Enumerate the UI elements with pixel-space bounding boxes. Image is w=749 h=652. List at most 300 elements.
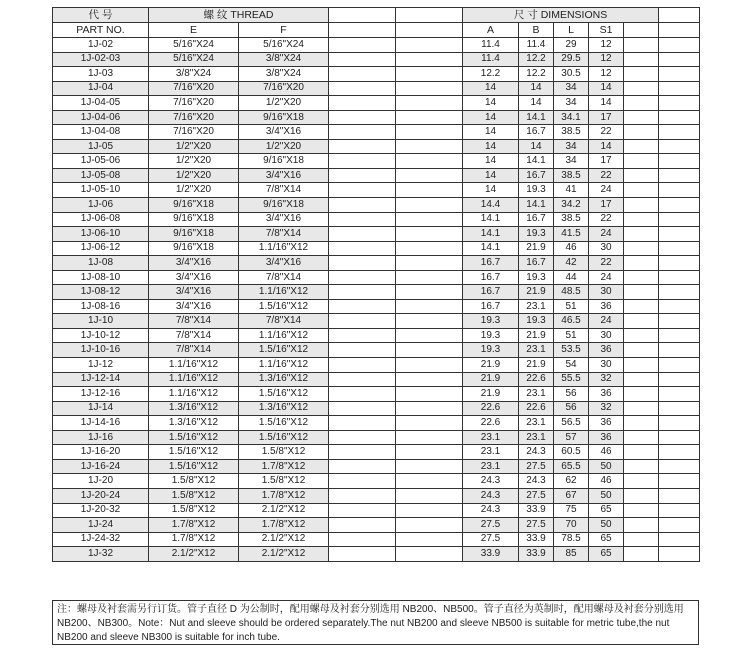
cell-f: 7/16"X20 — [239, 81, 329, 96]
cell-s1: 24 — [589, 270, 624, 285]
cell-l: 34.2 — [554, 198, 589, 213]
blank-cell — [396, 285, 463, 300]
blank-cell — [396, 168, 463, 183]
cell-s1: 17 — [589, 154, 624, 169]
cell-e: 1.5/8"X12 — [149, 503, 239, 518]
blank-cell — [329, 183, 396, 198]
table-row — [53, 547, 700, 562]
blank-cell — [624, 445, 659, 460]
cell-l: 41 — [554, 183, 589, 198]
cell-l: 75 — [554, 503, 589, 518]
cell-f: 1.5/8"X12 — [239, 445, 329, 460]
cell-f: 1.1/16"X12 — [239, 358, 329, 373]
blank-cell — [659, 96, 700, 111]
blank-cell — [624, 270, 659, 285]
blank-cell — [329, 212, 396, 227]
cell-s1: 17 — [589, 110, 624, 125]
table-row — [53, 38, 700, 53]
blank-cell — [396, 488, 463, 503]
blank-cell — [329, 503, 396, 518]
blank-header-cell — [396, 8, 463, 23]
blank-cell — [396, 459, 463, 474]
blank-cell — [659, 168, 700, 183]
cell-s1: 22 — [589, 256, 624, 271]
blank-cell — [659, 387, 700, 402]
cell-e: 7/16"X20 — [149, 125, 239, 140]
table-row — [53, 372, 700, 387]
blank-cell — [624, 256, 659, 271]
blank-cell — [329, 110, 396, 125]
blank-cell — [396, 314, 463, 329]
table-row — [53, 488, 700, 503]
blank-cell — [624, 299, 659, 314]
cell-l: 70 — [554, 518, 589, 533]
cell-l: 62 — [554, 474, 589, 489]
cell-l: 51 — [554, 299, 589, 314]
blank-cell — [329, 445, 396, 460]
cell-part: 1J-12-16 — [53, 387, 149, 402]
blank-cell — [659, 198, 700, 213]
cell-e: 7/16"X20 — [149, 81, 239, 96]
cell-f: 1.1/16"X12 — [239, 328, 329, 343]
cell-b: 23.1 — [519, 343, 554, 358]
cell-b: 14 — [519, 139, 554, 154]
blank-cell — [329, 459, 396, 474]
cell-l: 51 — [554, 328, 589, 343]
blank-cell — [329, 139, 396, 154]
blank-cell — [659, 314, 700, 329]
cell-f: 1.3/16"X12 — [239, 401, 329, 416]
cell-a: 16.7 — [463, 270, 519, 285]
blank-cell — [624, 518, 659, 533]
blank-cell — [329, 328, 396, 343]
cell-s1: 17 — [589, 198, 624, 213]
cell-f: 2.1/2"X12 — [239, 532, 329, 547]
cell-a: 19.3 — [463, 328, 519, 343]
cell-part: 1J-14-16 — [53, 416, 149, 431]
blank-cell — [329, 168, 396, 183]
cell-a: 14 — [463, 96, 519, 111]
cell-a: 21.9 — [463, 358, 519, 373]
blank-cell — [659, 358, 700, 373]
cell-s1: 65 — [589, 532, 624, 547]
cell-part: 1J-10-16 — [53, 343, 149, 358]
blank-cell — [659, 67, 700, 82]
blank-cell — [624, 416, 659, 431]
cell-s1: 36 — [589, 343, 624, 358]
blank-cell — [396, 198, 463, 213]
cell-l: 46.5 — [554, 314, 589, 329]
cell-l: 44 — [554, 270, 589, 285]
cell-l: 34 — [554, 139, 589, 154]
cell-e: 1/2"X20 — [149, 139, 239, 154]
cell-l: 65.5 — [554, 459, 589, 474]
blank-header-cell — [329, 23, 396, 38]
cell-part: 1J-12-14 — [53, 372, 149, 387]
blank-cell — [659, 299, 700, 314]
cell-a: 24.3 — [463, 503, 519, 518]
cell-s1: 14 — [589, 96, 624, 111]
cell-a: 16.7 — [463, 299, 519, 314]
blank-cell — [396, 270, 463, 285]
blank-cell — [659, 518, 700, 533]
cell-e: 1.5/16"X12 — [149, 459, 239, 474]
cell-b: 22.6 — [519, 372, 554, 387]
cell-part: 1J-32 — [53, 547, 149, 562]
blank-cell — [329, 154, 396, 169]
cell-part: 1J-06-08 — [53, 212, 149, 227]
cell-f: 9/16"X18 — [239, 198, 329, 213]
cell-a: 14.1 — [463, 212, 519, 227]
blank-cell — [624, 241, 659, 256]
cell-part: 1J-05 — [53, 139, 149, 154]
cell-part: 1J-10-12 — [53, 328, 149, 343]
table-row — [53, 328, 700, 343]
cell-a: 14 — [463, 81, 519, 96]
cell-a: 22.6 — [463, 416, 519, 431]
cell-s1: 14 — [589, 139, 624, 154]
cell-e: 2.1/2"X12 — [149, 547, 239, 562]
blank-cell — [329, 358, 396, 373]
cell-f: 7/8"X14 — [239, 227, 329, 242]
cell-part: 1J-20-32 — [53, 503, 149, 518]
cell-e: 5/16"X24 — [149, 52, 239, 67]
cell-part: 1J-06-12 — [53, 241, 149, 256]
cell-part: 1J-08-16 — [53, 299, 149, 314]
cell-s1: 12 — [589, 67, 624, 82]
cell-a: 23.1 — [463, 459, 519, 474]
cell-part: 1J-20 — [53, 474, 149, 489]
cell-b: 27.5 — [519, 459, 554, 474]
cell-part: 1J-16-24 — [53, 459, 149, 474]
blank-cell — [659, 372, 700, 387]
blank-cell — [624, 532, 659, 547]
blank-header-cell — [396, 23, 463, 38]
table-row — [53, 518, 700, 533]
cell-part: 1J-03 — [53, 67, 149, 82]
table-row — [53, 96, 700, 111]
table-row — [53, 358, 700, 373]
blank-cell — [659, 81, 700, 96]
blank-cell — [659, 38, 700, 53]
blank-cell — [329, 518, 396, 533]
cell-e: 1.7/8"X12 — [149, 532, 239, 547]
blank-cell — [624, 358, 659, 373]
cell-a: 24.3 — [463, 474, 519, 489]
blank-header-cell — [659, 23, 700, 38]
cell-e: 7/16"X20 — [149, 96, 239, 111]
cell-e: 1/2"X20 — [149, 154, 239, 169]
cell-e: 1.5/16"X12 — [149, 430, 239, 445]
blank-cell — [396, 125, 463, 140]
cell-f: 9/16"X18 — [239, 154, 329, 169]
table-row — [53, 183, 700, 198]
cell-part: 1J-05-08 — [53, 168, 149, 183]
cell-part: 1J-04-05 — [53, 96, 149, 111]
blank-cell — [624, 81, 659, 96]
cell-part: 1J-06-10 — [53, 227, 149, 242]
blank-cell — [624, 488, 659, 503]
cell-e: 1.5/16"X12 — [149, 445, 239, 460]
blank-cell — [396, 387, 463, 402]
cell-b: 12.2 — [519, 52, 554, 67]
blank-cell — [659, 401, 700, 416]
cell-part: 1J-05-06 — [53, 154, 149, 169]
cell-b: 14 — [519, 96, 554, 111]
cell-a: 14 — [463, 183, 519, 198]
blank-cell — [329, 256, 396, 271]
cell-b: 19.3 — [519, 183, 554, 198]
blank-cell — [396, 139, 463, 154]
cell-a: 11.4 — [463, 52, 519, 67]
cell-b: 12.2 — [519, 67, 554, 82]
blank-cell — [659, 110, 700, 125]
cell-s1: 12 — [589, 38, 624, 53]
cell-s1: 50 — [589, 459, 624, 474]
blank-cell — [329, 125, 396, 140]
table-row — [53, 430, 700, 445]
blank-cell — [624, 547, 659, 562]
blank-cell — [659, 227, 700, 242]
cell-f: 1.1/16"X12 — [239, 241, 329, 256]
cell-e: 3/4"X16 — [149, 285, 239, 300]
blank-cell — [624, 52, 659, 67]
cell-l: 30.5 — [554, 67, 589, 82]
table-row — [53, 343, 700, 358]
cell-l: 38.5 — [554, 168, 589, 183]
spec-table-body — [53, 38, 700, 562]
cell-s1: 24 — [589, 227, 624, 242]
cell-e: 1.7/8"X12 — [149, 518, 239, 533]
blank-cell — [329, 532, 396, 547]
blank-cell — [396, 183, 463, 198]
blank-cell — [329, 38, 396, 53]
cell-a: 23.1 — [463, 430, 519, 445]
blank-cell — [396, 241, 463, 256]
cell-f: 1.5/16"X12 — [239, 416, 329, 431]
table-row — [53, 168, 700, 183]
table-row — [53, 154, 700, 169]
blank-cell — [624, 401, 659, 416]
cell-part: 1J-02 — [53, 38, 149, 53]
blank-cell — [659, 256, 700, 271]
table-row — [53, 227, 700, 242]
cell-s1: 32 — [589, 372, 624, 387]
cell-l: 53.5 — [554, 343, 589, 358]
cell-part: 1J-12 — [53, 358, 149, 373]
cell-l: 41.5 — [554, 227, 589, 242]
fitting-spec-table — [52, 7, 700, 562]
cell-s1: 22 — [589, 125, 624, 140]
blank-cell — [396, 96, 463, 111]
cell-e: 9/16"X18 — [149, 241, 239, 256]
cell-part: 1J-02-03 — [53, 52, 149, 67]
cell-e: 1.1/16"X12 — [149, 387, 239, 402]
table-row — [53, 445, 700, 460]
blank-cell — [396, 343, 463, 358]
blank-cell — [329, 387, 396, 402]
blank-cell — [659, 154, 700, 169]
cell-s1: 24 — [589, 314, 624, 329]
cell-s1: 30 — [589, 358, 624, 373]
cell-f: 2.1/2"X12 — [239, 503, 329, 518]
cell-b: 24.3 — [519, 445, 554, 460]
table-row — [53, 110, 700, 125]
blank-cell — [396, 52, 463, 67]
blank-cell — [624, 125, 659, 140]
cell-f: 3/4"X16 — [239, 168, 329, 183]
table-row — [53, 52, 700, 67]
cell-e: 9/16"X18 — [149, 227, 239, 242]
cell-f: 1.5/8"X12 — [239, 474, 329, 489]
part-no-header: PART NO. — [53, 23, 149, 38]
dimensions-header: 尺 寸 DIMENSIONS — [463, 8, 659, 23]
cell-b: 33.9 — [519, 503, 554, 518]
l-header: L — [554, 23, 589, 38]
cell-s1: 36 — [589, 416, 624, 431]
cell-f: 3/8"X24 — [239, 67, 329, 82]
blank-cell — [329, 430, 396, 445]
blank-cell — [396, 67, 463, 82]
cell-l: 38.5 — [554, 125, 589, 140]
cell-a: 22.6 — [463, 401, 519, 416]
table-row — [53, 299, 700, 314]
cell-a: 19.3 — [463, 343, 519, 358]
cell-e: 1.1/16"X12 — [149, 372, 239, 387]
header-row-2 — [53, 23, 700, 38]
blank-cell — [624, 474, 659, 489]
blank-cell — [396, 212, 463, 227]
cell-b: 27.5 — [519, 518, 554, 533]
table-row — [53, 81, 700, 96]
cell-l: 67 — [554, 488, 589, 503]
cell-b: 22.6 — [519, 401, 554, 416]
cell-s1: 46 — [589, 474, 624, 489]
cell-e: 7/8"X14 — [149, 343, 239, 358]
blank-cell — [659, 343, 700, 358]
blank-cell — [329, 372, 396, 387]
cell-s1: 14 — [589, 81, 624, 96]
blank-cell — [624, 183, 659, 198]
blank-cell — [329, 474, 396, 489]
cell-f: 7/8"X14 — [239, 270, 329, 285]
blank-cell — [329, 52, 396, 67]
cell-l: 78.5 — [554, 532, 589, 547]
cell-f: 3/4"X16 — [239, 125, 329, 140]
blank-cell — [396, 503, 463, 518]
table-row — [53, 474, 700, 489]
cell-part: 1J-16 — [53, 430, 149, 445]
cell-part: 1J-14 — [53, 401, 149, 416]
table-row — [53, 125, 700, 140]
table-row — [53, 198, 700, 213]
blank-cell — [396, 256, 463, 271]
blank-cell — [396, 372, 463, 387]
cell-a: 27.5 — [463, 532, 519, 547]
blank-cell — [329, 285, 396, 300]
blank-cell — [396, 154, 463, 169]
cell-f: 1/2"X20 — [239, 96, 329, 111]
cell-s1: 46 — [589, 445, 624, 460]
cell-s1: 30 — [589, 328, 624, 343]
cell-b: 27.5 — [519, 488, 554, 503]
cell-b: 16.7 — [519, 168, 554, 183]
blank-cell — [659, 459, 700, 474]
cell-f: 1/2"X20 — [239, 139, 329, 154]
cell-e: 3/4"X16 — [149, 299, 239, 314]
cell-b: 11.4 — [519, 38, 554, 53]
blank-cell — [659, 474, 700, 489]
cell-a: 14 — [463, 168, 519, 183]
cell-l: 34.1 — [554, 110, 589, 125]
cell-f: 7/8"X14 — [239, 314, 329, 329]
cell-l: 56 — [554, 387, 589, 402]
blank-cell — [624, 372, 659, 387]
cell-e: 1/2"X20 — [149, 183, 239, 198]
blank-cell — [329, 96, 396, 111]
cell-s1: 65 — [589, 547, 624, 562]
table-row — [53, 416, 700, 431]
blank-cell — [396, 299, 463, 314]
cell-a: 14 — [463, 154, 519, 169]
cell-e: 1.3/16"X12 — [149, 401, 239, 416]
cell-part: 1J-04-06 — [53, 110, 149, 125]
blank-cell — [396, 547, 463, 562]
blank-cell — [624, 168, 659, 183]
cell-f: 5/16"X24 — [239, 38, 329, 53]
table-row — [53, 270, 700, 285]
cell-f: 1.3/16"X12 — [239, 372, 329, 387]
cell-b: 33.9 — [519, 532, 554, 547]
cell-part: 1J-08-12 — [53, 285, 149, 300]
s1-header: S1 — [589, 23, 624, 38]
cell-f: 1.7/8"X12 — [239, 488, 329, 503]
blank-cell — [396, 518, 463, 533]
blank-cell — [329, 67, 396, 82]
table-row — [53, 285, 700, 300]
blank-cell — [659, 532, 700, 547]
blank-cell — [396, 401, 463, 416]
cell-s1: 50 — [589, 518, 624, 533]
cell-e: 1.1/16"X12 — [149, 358, 239, 373]
cell-e: 9/16"X18 — [149, 212, 239, 227]
blank-cell — [624, 198, 659, 213]
cell-s1: 30 — [589, 241, 624, 256]
table-row — [53, 256, 700, 271]
footnote: 注：螺母及衬套需另行订货。管子直径 D 为公制时，配用螺母及衬套分别选用 NB200、NB500。管子直径为英制时，配用螺母及衬套分别选用 NB200、NB300。Note：Nut and sleeve should be ordered separately.The nut NB200 and sleeve NB500 is suitable for metric tube,the nut NB200 and sleeve NB300 is suitable for inch tube. — [52, 600, 699, 645]
cell-f: 2.1/2"X12 — [239, 547, 329, 562]
blank-cell — [624, 328, 659, 343]
cell-e: 1/2"X20 — [149, 168, 239, 183]
cell-a: 23.1 — [463, 445, 519, 460]
cell-part: 1J-16-20 — [53, 445, 149, 460]
blank-cell — [329, 416, 396, 431]
blank-cell — [396, 416, 463, 431]
cell-l: 56.5 — [554, 416, 589, 431]
cell-l: 60.5 — [554, 445, 589, 460]
table-row — [53, 401, 700, 416]
blank-cell — [329, 270, 396, 285]
cell-s1: 32 — [589, 401, 624, 416]
table-row — [53, 459, 700, 474]
blank-cell — [329, 488, 396, 503]
cell-a: 12.2 — [463, 67, 519, 82]
cell-s1: 22 — [589, 212, 624, 227]
cell-a: 16.7 — [463, 285, 519, 300]
cell-b: 23.1 — [519, 387, 554, 402]
cell-a: 24.3 — [463, 488, 519, 503]
cell-part: 1J-20-24 — [53, 488, 149, 503]
